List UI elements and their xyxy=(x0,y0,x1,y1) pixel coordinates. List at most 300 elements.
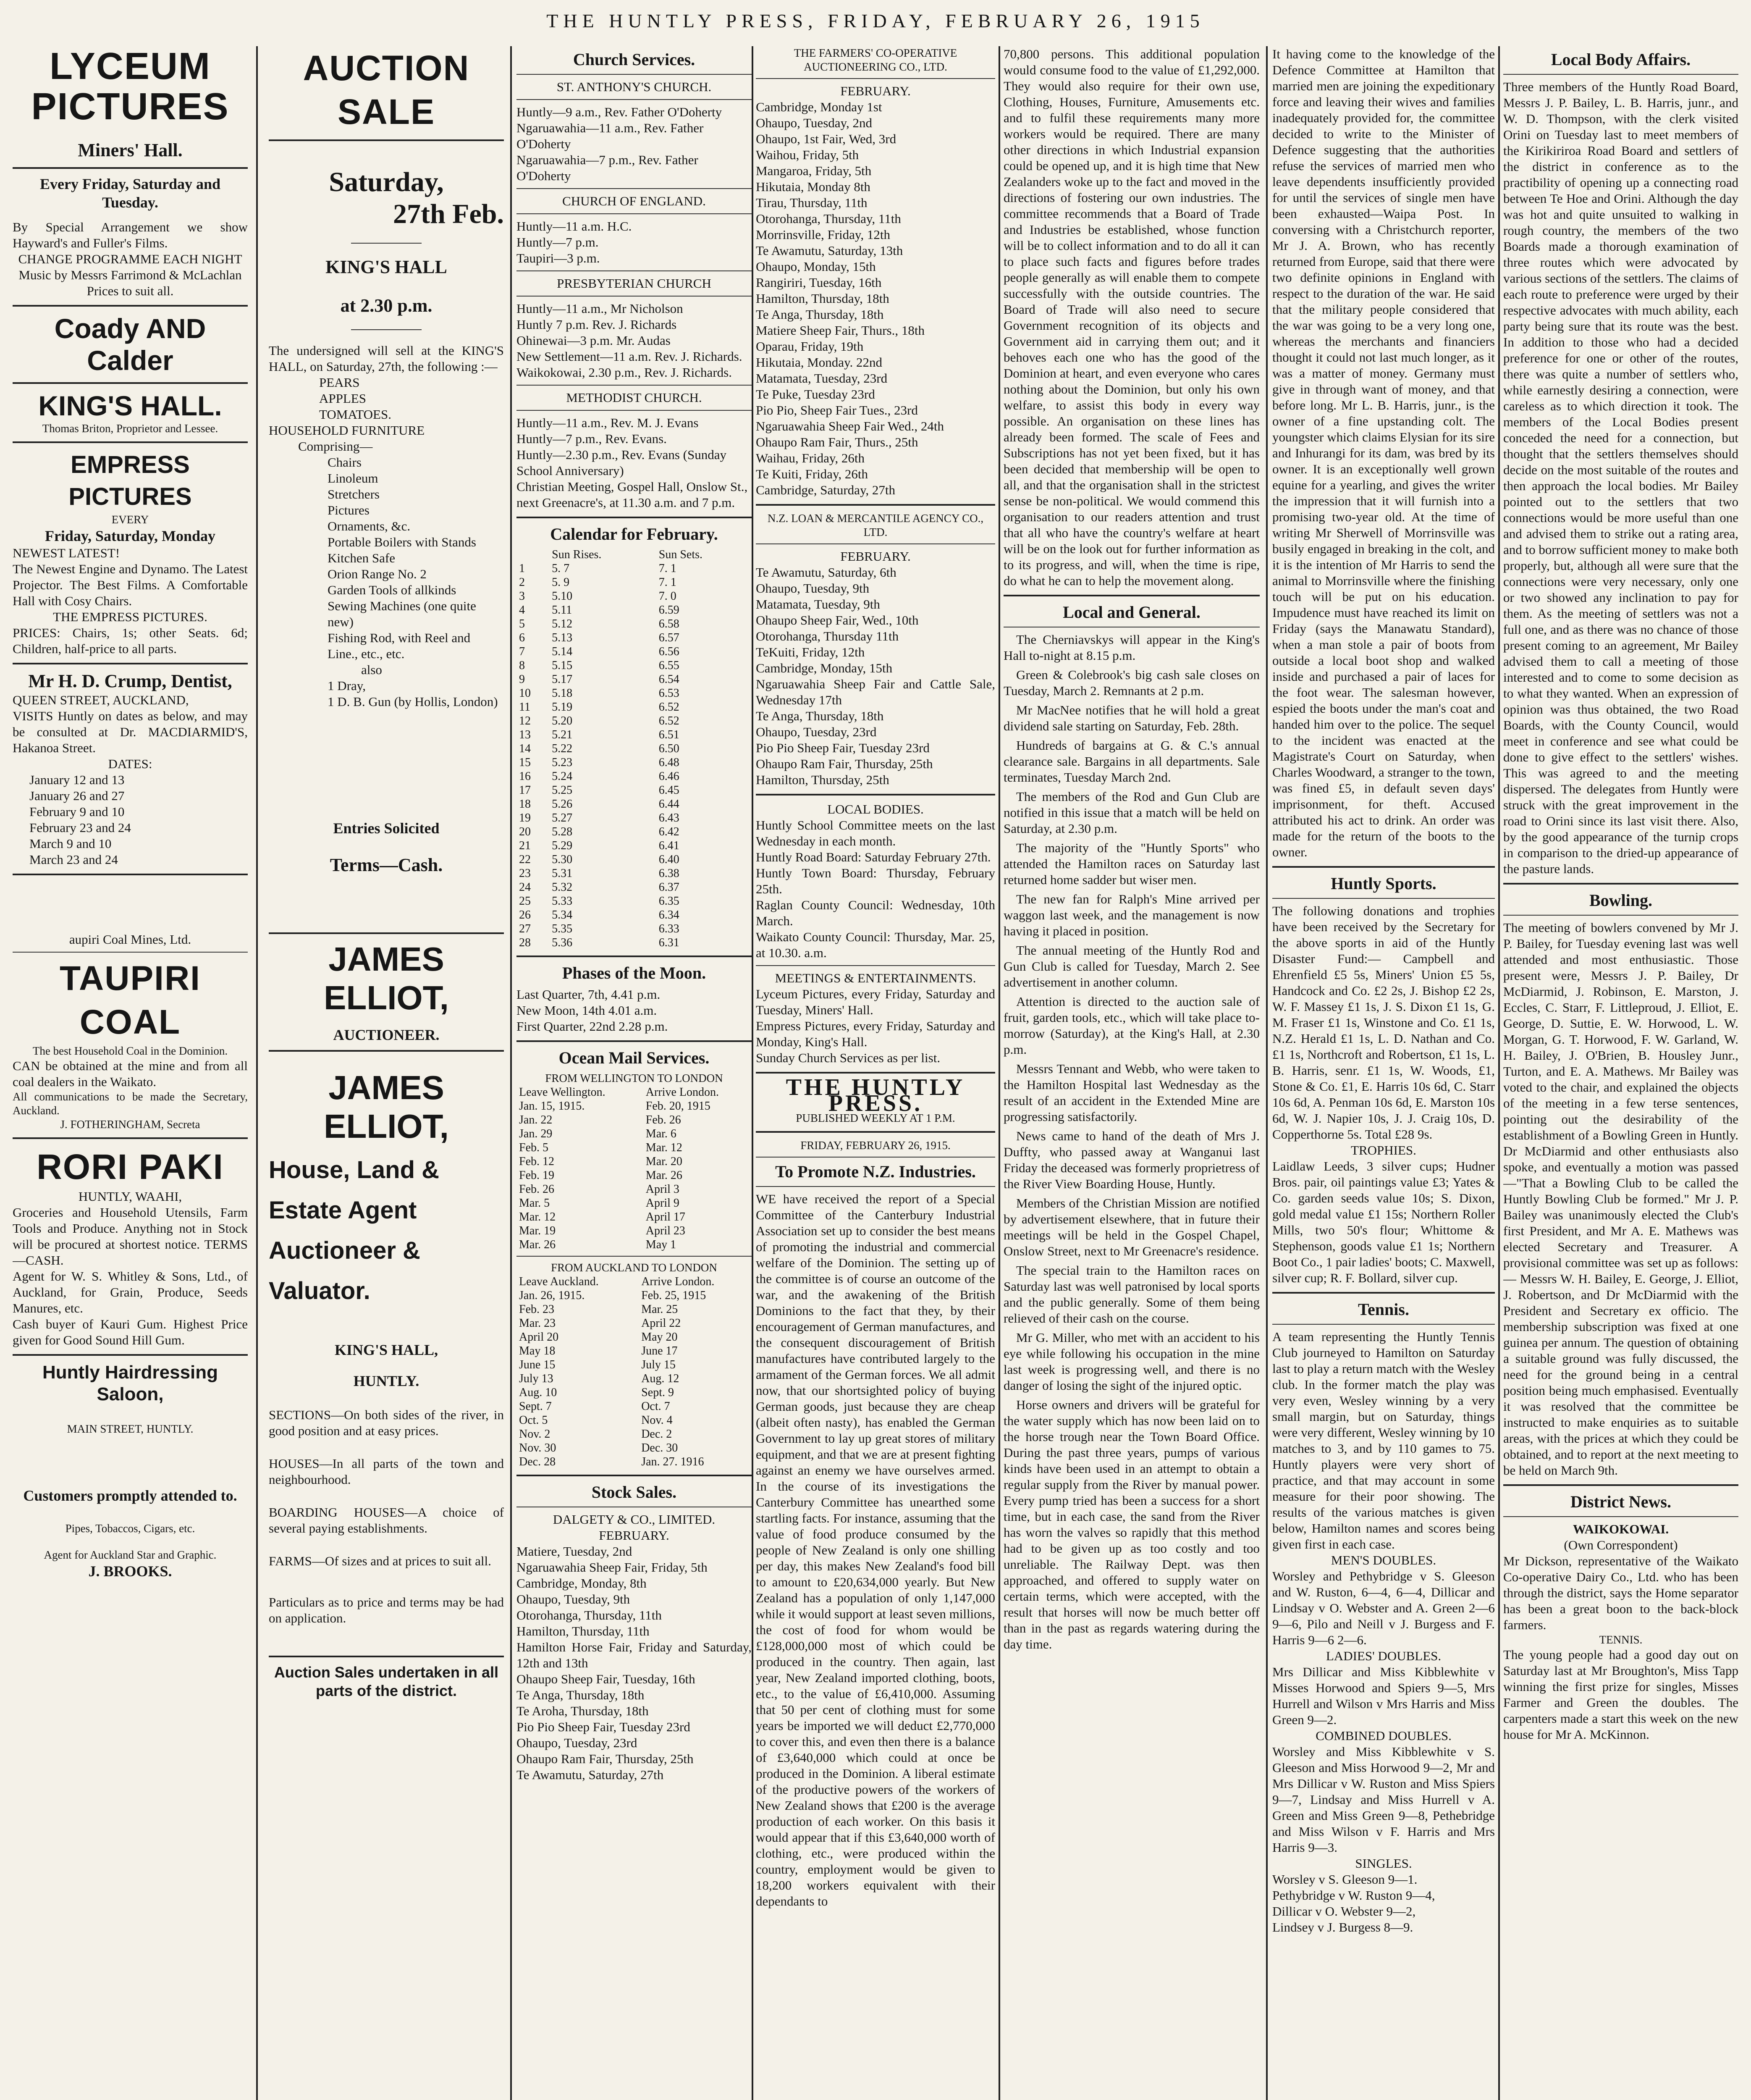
calendar-cell: 10 xyxy=(519,687,531,700)
calendar-cell: 6.52 xyxy=(658,714,679,727)
stock-sale-item: Ohaupo Sheep Fair, Tuesday, 16th xyxy=(516,1672,695,1686)
mail-wellington-cell: Mar. 12 xyxy=(519,1210,556,1223)
column-2-auction xyxy=(269,46,504,2100)
calendar-cell: 6.53 xyxy=(658,687,679,700)
auction-saturday: Saturday, xyxy=(329,167,444,197)
mail-auckland-row xyxy=(516,1302,752,1316)
local-body-item: Huntly Road Board: Saturday February 27th. xyxy=(756,850,991,864)
empress-days: Friday, Saturday, Monday xyxy=(45,528,216,544)
farmers-sale-item: Ngaruawahia Sheep Fair Wed., 24th xyxy=(756,419,944,433)
mail-wellington-cell: Mar. 19 xyxy=(519,1224,556,1237)
mail-auckland-row xyxy=(516,1386,752,1399)
calendar-cell: 6.58 xyxy=(658,617,679,630)
bowling-body: The meeting of bowlers convened by Mr J. P. Bailey, for Tuesday evening last was well attended and most enthusiastic. Those present were, Messrs J. P. Bailey, Dr McDiarmid, J. Robinson, E. Marston, J. Eccles, C. Starr, F. Littleproud, J. Elliot, E. George, D. Suttie, E. W. Horwood, L. W. Morgan, G. T. Horwood, F. W. Garland, W. H. Bailey, J. O'Brien, B. Housley Junr., Turton, and E. A. Mathews. Mr Bailey was voted to the chair, and explained the objects of the meeting in a few terse sentences, pointing out the desirability of the establishment of a Bowling Green in Huntly. Dr McDiarmid and other enthusiasts also spoke, and eventually a motion was passed—"That a Bowling Club to be called the Huntly Bowling Club be formed." Mr J. P. Bailey was unanimously elected the Club's first President, and Mr A. E. Mathews was elected Secretary and Treasurer. A provisional committee was set up as follows:— Messrs W. H. Bailey, E. George, J. Elliot, J. Robertson, and Dr McDiarmid with the President and Secretary ex officio. The membership subscription was fixed at one guinea per annum. The question of obtaining a suitable ground was fully discussed, the need for the ground being in a central position being much emphasised. Eventually it was resolved that the committee be instructed to make enquiries as to suitable areas, with the prices at which they could be obtained, and to report at the next meeting to be held on March 9th. xyxy=(1503,920,1738,1478)
calendar-cell: 26 xyxy=(519,908,531,921)
auction-item: APPLES xyxy=(319,391,366,406)
mail-wellington-row xyxy=(516,1196,752,1210)
auction-item: also xyxy=(361,662,382,677)
james-elliot-1: JAMES ELLIOT, xyxy=(324,940,449,1016)
calendar-cell: 5.11 xyxy=(552,604,572,617)
calendar-cell: 7. 0 xyxy=(658,590,676,603)
local-bodies-heading: LOCAL BODIES. xyxy=(827,802,924,816)
calendar-row xyxy=(516,769,752,783)
mail-header-cell: Arrive London. xyxy=(645,1086,719,1099)
nz-loan-sale-item: Te Awamutu, Saturday, 6th xyxy=(756,565,896,580)
presby-line: New Settlement—11 a.m. Rev. J. Richards. xyxy=(516,349,742,364)
tennis-title: Tennis. xyxy=(1358,1300,1409,1319)
district-news-title: District News. xyxy=(1570,1492,1671,1511)
calendar-cell: 18 xyxy=(519,798,531,811)
calendar-row xyxy=(516,936,752,950)
farmers-sale-item: Hikutaia, Monday 8th xyxy=(756,179,870,194)
lyceum-title: LYCEUM PICTURES xyxy=(31,46,229,128)
coal-body: CAN be obtained at the mine and from all coal dealers in the Waikato. xyxy=(13,1058,248,1089)
auction-terms: Terms—Cash. xyxy=(330,855,443,875)
auction-item: PEARS xyxy=(319,375,360,390)
farmers-sale-item: Te Kuiti, Friday, 26th xyxy=(756,467,868,481)
nz-loan-sale-item: Matamata, Tuesday, 9th xyxy=(756,597,880,612)
mail-wellington-cell: April 3 xyxy=(645,1183,679,1196)
mens-doubles-heading: MEN'S DOUBLES. xyxy=(1331,1553,1436,1567)
calendar-cell: 5.12 xyxy=(552,617,573,630)
sports-body: The following donations and trophies have been received by the Secretary for the above sports in aid of the Huntly Disaster Fund:— Campbell and Ehrenfield £5 5s, Miners' Union £5 5s, Handcock and Co. £2 2s, J. Bishop £2 2s, W. F. Massey £1 1s, J. S. Dixon £1 1s, G. M. Fraser £1 1s, Winstone and Co. £1 1s, N.Z. Herald £1 1s, L. D. Nathan and Co. £1 1s, Northcroft and Robertson, £1 1s, L. B. Harris, senr. £1 1s, W. Woods, £1, Stone & Co. £1, E. Harris 10s 6d, C. Starr 10s 6d, A. Penman 10s 6d, E. Marston 10s 6d, W. J. Napier 10s, J. J. Craig 10s, D. Copperthorne 5s. Total £28 9s. xyxy=(1272,903,1495,1142)
local-bodies-list xyxy=(756,817,995,961)
auctioneer-label: AUCTIONEER. xyxy=(333,1026,440,1043)
combined-doubles-body: Worsley and Miss Kibblewhite v S. Gleeson and Miss Horwood 9—2, Mr and Mrs Dillicar v W. Ruston and Miss Spiers 9—7, Lindsay and Miss Hurrell v A. Green and Miss Green 9—8, Pethebridge and Miss Wilson v F. Harris and Mrs Harris 9—3. xyxy=(1272,1744,1495,1855)
empress-name: THE EMPRESS PICTURES. xyxy=(53,609,207,624)
moon-line: Last Quarter, 7th, 4.41 p.m. xyxy=(516,987,661,1002)
mail-wellington-cell: April 9 xyxy=(645,1197,679,1210)
calendar-cell: 7. 1 xyxy=(658,576,676,589)
meeting-item: Lyceum Pictures, every Friday, Saturday and Tuesday, Miners' Hall. xyxy=(756,987,995,1017)
mail-wellington-row xyxy=(516,1113,752,1127)
mail-wellington-row xyxy=(516,1168,752,1182)
empress-every: EVERY xyxy=(111,513,149,526)
column-1-ads xyxy=(13,46,248,2100)
hairdressing-agent: Agent for Auckland Star and Graphic. xyxy=(44,1549,217,1561)
local-general-item: The annual meeting of the Huntly Rod and Gun Club is called for Tuesday, March 2. See advertisement in another column. xyxy=(1004,943,1260,990)
lyceum-days: Every Friday, Saturday and Tuesday. xyxy=(39,176,221,211)
calendar-table xyxy=(516,548,752,950)
combined-doubles-heading: COMBINED DOUBLES. xyxy=(1316,1728,1452,1743)
stock-sale-item: Cambridge, Monday, 8th xyxy=(516,1576,647,1591)
waikokowai-heading: WAIKOKOWAI. xyxy=(1573,1522,1669,1536)
nz-loan-sale-item: Ohaupo Sheep Fair, Wed., 10th xyxy=(756,613,919,627)
calendar-cell: 6.45 xyxy=(658,784,679,797)
calendar-cell: 6.46 xyxy=(658,770,679,783)
mail-auckland-cell: Aug. 12 xyxy=(641,1372,679,1385)
calendar-cell: 4 xyxy=(519,604,525,617)
calendar-row xyxy=(516,742,752,756)
mail-auckland-row xyxy=(516,1441,752,1455)
bowling-title: Bowling. xyxy=(1589,891,1653,910)
mail-wellington-cell: Mar. 26 xyxy=(519,1238,556,1251)
nz-loan-sale-item: Ohaupo Ram Fair, Thursday, 25th xyxy=(756,756,933,771)
crump-name: Mr H. D. Crump, Dentist, xyxy=(28,671,232,691)
calendar-cell: 1 xyxy=(519,562,525,575)
local-general-item: Members of the Christian Mission are notified by advertisement elsewhere, that in future their meetings will be held in the Gospel Chapel, Onslow Street, next to Mr Greenacre's residence. xyxy=(1004,1196,1260,1258)
valuator: Valuator. xyxy=(269,1277,370,1305)
mail-auckland-cell: Nov. 30 xyxy=(519,1441,556,1454)
auction-intro: The undersigned will sell at the KING'S HALL, on Saturday, 27th, the following :— xyxy=(269,343,504,374)
mail-auckland-row xyxy=(516,1399,752,1413)
calendar-cell: 5.14 xyxy=(552,645,573,658)
st-anthony-line: Ngaruawahia—7 p.m., Rev. Father O'Doherty xyxy=(516,152,698,183)
local-general-item: Horse owners and drivers will be grateful for the water supply which has now been laid on to the horse trough near the Town Board Office. During the past three years, pumps of various kinds have been used in an attempt to obtain a regular supply from the River by manual power. Every pump tried has been a success for a short time, but in each case, the sand from the River has worn the valves so rapidly that this method had to be given up as too costly and too unreliable. The Railway Dept. was then approached, and offered to supply water on certain terms, which were accepted, with the result that horses will now be much better off than in the past as regards watering during the day time. xyxy=(1004,1397,1260,1651)
mail-wellington-row xyxy=(516,1210,752,1224)
calendar-cell: 5 xyxy=(519,617,525,630)
mail-wellington-cell: Jan. 15, 1915. xyxy=(519,1100,585,1113)
column-3-services xyxy=(516,46,752,2100)
calendar-header-row xyxy=(516,548,752,562)
local-body-item: Raglan County Council: Wednesday, 10th March. xyxy=(756,898,995,928)
calendar-cell: 5.18 xyxy=(552,687,573,700)
masthead: THE HUNTLY PRESS, FRIDAY, FEBRUARY 26, 1915 xyxy=(546,10,1205,32)
coal-secretary: J. FOTHERINGHAM, Secreta xyxy=(60,1118,200,1131)
mail-auckland-cell: Mar. 25 xyxy=(641,1303,678,1316)
calendar-cell: 6.48 xyxy=(658,756,679,769)
calendar-row xyxy=(516,645,752,659)
local-general-item: The majority of the "Huntly Sports" who attended the Hamilton races on Saturday last returned home sadder but wiser men. xyxy=(1004,840,1260,887)
column-rule xyxy=(256,46,258,2100)
coal-best: The best Household Coal in the Dominion. xyxy=(32,1045,228,1057)
calendar-cell: 12 xyxy=(519,714,531,727)
mail-wellington-row xyxy=(516,1099,752,1113)
lyceum-music: Music by Messrs Farrimond & McLachlan Prices to suit all. xyxy=(18,268,242,298)
mail-auckland-row xyxy=(516,1316,752,1330)
column-6-news xyxy=(1272,46,1495,2100)
trophies-heading: TROPHIES. xyxy=(1351,1143,1416,1158)
local-body-item: Waikato County Council: Thursday, Mar. 25, at 10.30. a.m. xyxy=(756,929,995,960)
calendar-cell: 5.20 xyxy=(552,714,573,727)
mail-auckland-cell: Mar. 23 xyxy=(519,1317,556,1330)
crump-date: January 12 and 13 xyxy=(29,772,125,787)
farmers-sale-item: Rangiriri, Tuesday, 16th xyxy=(756,275,882,290)
calendar-row xyxy=(516,866,752,880)
district-news-body: Mr Dickson, representative of the Waikato Co-operative Dairy Co., Ltd. who has been through the district, says the Home separator has been a great boon to the back-block farmers. xyxy=(1503,1554,1738,1632)
calendar-cell: 5.27 xyxy=(552,811,573,824)
farmers-sale-item: Ohaupo, Monday, 15th xyxy=(756,259,876,274)
calendar-cell: 17 xyxy=(519,784,531,797)
mail-auckland-cell: Nov. 4 xyxy=(641,1414,673,1427)
auction-item: HOUSEHOLD FURNITURE xyxy=(269,423,425,438)
calendar-cell: 6.56 xyxy=(658,645,679,658)
hairdressing-customers: Customers promptly attended to. xyxy=(23,1487,237,1504)
mail-wellington-cell: Feb. 20, 1915 xyxy=(645,1100,710,1113)
stock-sale-item: Ngaruawahia Sheep Fair, Friday, 5th xyxy=(516,1560,708,1575)
auction-item: Comprising— xyxy=(298,439,373,454)
crump-date: January 26 and 27 xyxy=(29,788,125,803)
mail-wellington-cell: Jan. 29 xyxy=(519,1127,553,1140)
hairdressing-title: Huntly Hairdressing Saloon, xyxy=(42,1362,218,1404)
coal-company: aupiri Coal Mines, Ltd. xyxy=(69,932,191,947)
mail-wellington-cell: Feb. 19 xyxy=(519,1169,554,1182)
calendar-row xyxy=(516,908,752,922)
hairdressing-name: J. BROOKS. xyxy=(88,1563,172,1580)
own-correspondent: (Own Correspondent) xyxy=(1564,1538,1678,1552)
calendar-cell: 20 xyxy=(519,825,531,838)
mail-auckland-row xyxy=(516,1330,752,1344)
calendar-cell: 6.43 xyxy=(658,811,679,824)
calendar-cell: 11 xyxy=(519,701,530,714)
calendar-cell: 5.25 xyxy=(552,784,573,797)
nz-loan-sale-item: Pio Pio Sheep Fair, Tuesday 23rd xyxy=(756,740,930,755)
calendar-cell: 6.37 xyxy=(658,881,679,894)
calendar-cell: 6.57 xyxy=(658,631,679,644)
auction-item: Chairs xyxy=(328,455,362,470)
calendar-cell: 6.42 xyxy=(658,825,679,838)
local-general-items xyxy=(1004,632,1260,1652)
mail-auckland-cell: April 22 xyxy=(641,1317,681,1330)
column-rule xyxy=(999,46,1000,2100)
stock-sale-item: Te Awamutu, Saturday, 27th xyxy=(516,1767,664,1782)
promote-title: To Promote N.Z. Industries. xyxy=(775,1162,976,1181)
moon-title: Phases of the Moon. xyxy=(562,963,706,982)
farmers-sale-item: Hikutaia, Monday. 22nd xyxy=(756,355,883,370)
stock-sale-item: Hamilton Horse Fair, Friday and Saturday, 12th and 13th xyxy=(516,1640,752,1670)
mail-auckland-cell: Sept. 7 xyxy=(519,1400,552,1413)
stock-sale-item: Pio Pio Sheep Fair, Tuesday 23rd xyxy=(516,1719,690,1734)
calendar-row xyxy=(516,811,752,825)
stock-sale-item: Ohaupo, Tuesday, 23rd xyxy=(516,1735,637,1750)
st-anthony-line: Huntly—9 a.m., Rev. Father O'Doherty xyxy=(516,105,722,119)
farmers-sale-item: Cambridge, Saturday, 27th xyxy=(756,483,896,497)
calendar-cell: 5.24 xyxy=(552,770,573,783)
calendar-cell: 5.34 xyxy=(552,908,573,921)
nz-loan-sale-item: Ohaupo, Tuesday, 23rd xyxy=(756,724,877,739)
farmers-sale-item: Ohaupo, Tuesday, 2nd xyxy=(756,116,873,130)
calendar-row xyxy=(516,686,752,700)
calendar-header-cell xyxy=(516,548,549,562)
farmers-sale-item: Cambridge, Monday 1st xyxy=(756,100,882,114)
st-anthony-heading: ST. ANTHONY'S CHURCH. xyxy=(556,79,712,94)
mail-auckland-cell: Dec. 30 xyxy=(641,1441,678,1454)
dateline: FRIDAY, FEBRUARY 26, 1915. xyxy=(800,1139,951,1152)
calendar-row xyxy=(516,617,752,631)
mail-auckland-cell: Oct. 5 xyxy=(519,1414,548,1427)
stock-month: FEBRUARY. xyxy=(599,1528,669,1543)
rori-agent: Agent for W. S. Whitley & Sons, Ltd., of Auckland, for Grain, Produce, Seeds Manures, etc. xyxy=(13,1269,248,1315)
column-4-sales xyxy=(756,46,995,2100)
calendar-cell: 6.40 xyxy=(658,853,679,866)
farmers-sale-item: Waihou, Friday, 5th xyxy=(756,147,859,162)
meeting-item: Sunday Church Services as per list. xyxy=(756,1050,941,1065)
column-5-news xyxy=(1004,46,1260,2100)
methodist-line: Huntly—2.30 p.m., Rev. Evans (Sunday School Anniversary) xyxy=(516,447,726,478)
tennis-subheading: TENNIS. xyxy=(1599,1633,1643,1646)
local-body-item: Huntly School Committee meets on the last Wednesday in each month. xyxy=(756,818,995,848)
farmers-sale-item: Oparau, Friday, 19th xyxy=(756,339,864,354)
calendar-cell: 5.36 xyxy=(552,936,573,949)
mail-auckland-cell: May 18 xyxy=(519,1344,556,1357)
calendar-cell: 6.50 xyxy=(658,742,679,755)
local-general-item: Attention is directed to the auction sale of fruit, garden tools, etc., which will take place to-morrow (Saturday), at the King's Hall, at 2.30 p.m. xyxy=(1004,994,1260,1057)
mail-auckland-cell: Sept. 9 xyxy=(641,1386,674,1399)
mail-wellington-table xyxy=(516,1085,752,1252)
presby-line: Huntly 7 p.m. Rev. J. Richards xyxy=(516,317,677,332)
methodist-line: Huntly—7 p.m., Rev. Evans. xyxy=(516,431,667,446)
particulars: Particulars as to price and terms may be had on application. xyxy=(269,1595,504,1625)
calendar-row xyxy=(516,839,752,853)
mail-header-cell: Arrive London. xyxy=(641,1275,715,1288)
mail-header-row xyxy=(516,1275,752,1289)
farmers-sale-item: Mangaroa, Friday, 5th xyxy=(756,163,872,178)
calendar-cell: 5.30 xyxy=(552,853,573,866)
paper-name: THE HUNTLY PRESS. xyxy=(786,1074,965,1116)
mail-wellington-cell: Jan. 22 xyxy=(519,1113,553,1126)
empress-newest: NEWEST LATEST! xyxy=(13,546,120,560)
mail-wellington-row xyxy=(516,1141,752,1155)
farmers-sale-item: Morrinsville, Friday, 12th xyxy=(756,227,891,242)
calendar-row xyxy=(516,756,752,769)
calendar-row xyxy=(516,894,752,908)
mail-wellington-cell: Feb. 5 xyxy=(519,1141,548,1154)
mail-wellington-cell: Feb. 26 xyxy=(645,1113,681,1126)
rori-paki: RORI PAKI xyxy=(37,1147,224,1186)
singles-heading: SINGLES. xyxy=(1355,1856,1412,1871)
calendar-row xyxy=(516,797,752,811)
calendar-row xyxy=(516,659,752,672)
mail-title: Ocean Mail Services. xyxy=(558,1048,710,1067)
auction-entries: Entries Solicited xyxy=(333,820,440,837)
calendar-cell: 5.17 xyxy=(552,673,573,686)
mail-auckland-cell: Nov. 2 xyxy=(519,1428,550,1441)
mail-auckland-row xyxy=(516,1427,752,1441)
hairdressing-pipes: Pipes, Tobaccos, Cigars, etc. xyxy=(65,1522,195,1535)
auction-item: Linoleum xyxy=(328,471,378,486)
mail-auckland-row xyxy=(516,1372,752,1386)
local-general-item: Mr MacNee notifies that he will hold a great dividend sale starting on Saturday, Feb. 28th. xyxy=(1004,703,1260,733)
calendar-row xyxy=(516,672,752,686)
mail-auckland-cell: Jan. 26, 1915. xyxy=(519,1289,585,1302)
calendar-cell: 6.44 xyxy=(658,798,679,811)
mail-auckland-row xyxy=(516,1289,752,1302)
calendar-cell: 15 xyxy=(519,756,531,769)
local-general-item: The new fan for Ralph's Mine arrived per waggon last week, and the management is now having it placed in position. xyxy=(1004,892,1260,938)
calendar-cell: 7 xyxy=(519,645,525,658)
mail-header-row xyxy=(516,1085,752,1099)
mail-wellington-row xyxy=(516,1155,752,1168)
crump-date: March 9 and 10 xyxy=(29,836,112,851)
sports-title: Huntly Sports. xyxy=(1331,874,1436,893)
local-general-item: Hundreds of bargains at G. & C.'s annual clearance sale. Bargains in all departments. Sale terminates, Tuesday March 2nd. xyxy=(1004,738,1260,785)
calendar-cell: 19 xyxy=(519,811,531,824)
empress-title: EMPRESS PICTURES xyxy=(68,451,192,510)
farmers-heading: THE FARMERS' CO-OPERATIVE AUCTIONEERING CO., LTD. xyxy=(794,47,957,73)
farmers-list xyxy=(756,99,995,498)
mens-doubles-body: Worsley and Pethybridge v S. Gleeson and W. Ruston, 6—4, 6—4, Dillicar and Lindsay v O. Webster and A. Green 2—6 9—6, Pilo and Neill v J. Burgess and F. Harris 9—6 2—6. xyxy=(1272,1569,1495,1647)
nz-loan-month: FEBRUARY. xyxy=(840,549,911,564)
singles-line: Pethybridge v W. Ruston 9—4, xyxy=(1272,1888,1435,1903)
presby-line: Waikokowai, 2.30 p.m., Rev. J. Richards. xyxy=(516,365,732,380)
calendar-cell: 5. 9 xyxy=(552,576,570,589)
calendar-cell: 6.31 xyxy=(658,936,679,949)
mail-auckland-cell: Aug. 10 xyxy=(519,1386,557,1399)
stock-title: Stock Sales. xyxy=(591,1483,677,1502)
farmers-sale-item: Hamilton, Thursday, 18th xyxy=(756,291,889,306)
calendar-header-cell: Sun Sets. xyxy=(658,548,702,561)
farmers-sale-item: Tirau, Thursday, 11th xyxy=(756,195,868,210)
farmers-sale-item: Waihau, Friday, 26th xyxy=(756,451,865,465)
singles-line: Dillicar v O. Webster 9—2, xyxy=(1272,1904,1416,1919)
singles-line: Lindsey v J. Burgess 8—9. xyxy=(1272,1920,1413,1935)
kings-hall-heading: KING'S HALL. xyxy=(38,390,222,421)
ladies-doubles-body: Mrs Dillicar and Miss Kibblewhite v Misses Horwood and Spiers 9—5, Mrs Hurrell and Wilson v Mrs Harris and Miss Green 9—2. xyxy=(1272,1664,1495,1727)
mail-header-cell: Leave Auckland. xyxy=(519,1275,599,1288)
mail-auckland-cell: Oct. 7 xyxy=(641,1400,670,1413)
calendar-row xyxy=(516,575,752,589)
mail-from-wellington: FROM WELLINGTON TO LONDON xyxy=(545,1072,723,1084)
auction-item: Sewing Machines (one quite new) xyxy=(328,598,476,629)
calendar-cell: 6.34 xyxy=(658,908,679,921)
auction-item: Ornaments, &c. xyxy=(328,519,411,533)
calendar-cell: 5.15 xyxy=(552,659,573,672)
calendar-cell: 13 xyxy=(519,728,531,741)
stock-list xyxy=(516,1544,752,1783)
calendar-cell: 7. 1 xyxy=(658,562,676,575)
empress-body: The Newest Engine and Dynamo. The Latest Projector. The Best Films. A Comfortable Hall with Cosy Chairs. xyxy=(13,562,248,608)
nz-loan-sale-item: Otorohanga, Thursday 11th xyxy=(756,629,899,643)
farmers-sale-item: Pio Pio, Sheep Fair Tues., 23rd xyxy=(756,403,918,417)
auction-venue: KING'S HALL xyxy=(325,257,447,277)
calendar-cell: 6.35 xyxy=(658,895,679,908)
methodist-heading: METHODIST CHURCH. xyxy=(566,390,702,405)
calendar-row xyxy=(516,853,752,866)
crump-dates-label: DATES: xyxy=(108,756,152,771)
meeting-item: Empress Pictures, every Friday, Saturday and Monday, King's Hall. xyxy=(756,1018,995,1049)
mail-wellington-row xyxy=(516,1224,752,1238)
mail-wellington-row xyxy=(516,1127,752,1141)
auction-time: at 2.30 p.m. xyxy=(340,295,433,316)
mail-auckland-cell: July 15 xyxy=(641,1358,676,1371)
calendar-cell: 9 xyxy=(519,673,525,686)
calendar-row xyxy=(516,631,752,645)
england-line: Taupiri—3 p.m. xyxy=(516,251,600,265)
crump-date: February 23 and 24 xyxy=(29,820,131,835)
lyceum-change: CHANGE PROGRAMME EACH NIGHT xyxy=(18,252,242,266)
nz-loan-heading: N.Z. LOAN & MERCANTILE AGENCY CO., LTD. xyxy=(767,512,984,538)
calendar-cell: 5.22 xyxy=(552,742,573,755)
ladies-doubles-heading: LADIES' DOUBLES. xyxy=(1326,1648,1442,1663)
calendar-cell: 5.33 xyxy=(552,895,573,908)
rori-kauri: Cash buyer of Kauri Gum. Highest Price given for Good Sound Hill Gum. xyxy=(13,1317,248,1347)
calendar-row xyxy=(516,922,752,936)
mail-wellington-row xyxy=(516,1182,752,1196)
stock-sale-item: Hamilton, Thursday, 11th xyxy=(516,1624,650,1638)
mail-wellington-cell: April 23 xyxy=(645,1224,685,1237)
mail-auckland-cell: Dec. 28 xyxy=(519,1455,556,1468)
auction-item: Portable Boilers with Stands xyxy=(328,535,476,549)
presby-line: Huntly—11 a.m., Mr Nicholson xyxy=(516,301,683,316)
calendar-row xyxy=(516,700,752,714)
defence-and-notes: It having come to the knowledge of the Defence Committee at Hamilton that married men are joining the expeditionary force and leaving their wives and families inadequately provided for, the committee decided to write to the Minister of Defence suggesting that the authorities refuse the services of married men who leave dependents insufficiently provided for until the services of single men have been exhausted—Waipa Post. In conversing with a Christchurch reporter, Mr J. A. Brown, who has recently returned from Europe, said that there were two definite opinions in England with respect to the duration of the war. He said that the military people considered that the war was going to be a very long one, whereas the merchants and financiers thought it could not last much longer, as it was a matter of money. Germany must give in through want of money, and that before long. Mr L. B. Harris, junr., is the owner of a fine upstanding colt. The youngster which claims Elysian for its sire and Inhurangi for its dam, was bred by its owner. It is an exceptionally well grown equine for a yearling, and gives the writer the impression that it will furnish into a promising two-year old. At the time of writing Mr Sherwell of Morrinsville was busily engaged in breaking in the colt, and it is the intention of Mr Harris to send the animal to Morrinsville where the finishing touch will be put on his education. Impudence must have reached its limit on Friday (says the Manawatu Standard), when a man stole a pair of boots from outside a local boot shop and walked inside and purchased a pair of laces for the foot wear. The salesman however, espied the boots under the man's coat and handed him over to the police. The sequel to the incident was enacted at the Magistrate's Court on Saturday, when Charles Woodward, a stranger to the town, was fined £5, in default seven days' imprisonment, for theft. Accused attributed his act to drink. An order was made for the return of the boots to the owner. xyxy=(1272,47,1495,859)
lyceum-body: By Special Arrangement we show Hayward's and Fuller's Films. xyxy=(13,220,248,250)
auction-item: Stretchers xyxy=(328,487,380,501)
stock-sale-item: Matiere, Tuesday, 2nd xyxy=(516,1544,632,1559)
calendar-row xyxy=(516,589,752,603)
st-anthony-line: Ngaruawahia—11 a.m., Rev. Father O'Doherty xyxy=(516,121,704,151)
mail-auckland-cell: Feb. 23 xyxy=(519,1303,554,1316)
mail-auckland-row xyxy=(516,1358,752,1372)
hairdressing-address: MAIN STREET, HUNTLY. xyxy=(67,1423,194,1435)
mail-auckland-table xyxy=(516,1275,752,1469)
auction-item: Kitchen Safe xyxy=(328,551,395,565)
column-rule xyxy=(752,46,753,2100)
taupiri-coal: TAUPIRI COAL xyxy=(60,959,201,1041)
calendar-title: Calendar for February. xyxy=(550,525,718,543)
local-body-item: Huntly Town Board: Thursday, February 25th. xyxy=(756,866,995,896)
presby-heading: PRESBYTERIAN CHURCH xyxy=(557,276,711,291)
